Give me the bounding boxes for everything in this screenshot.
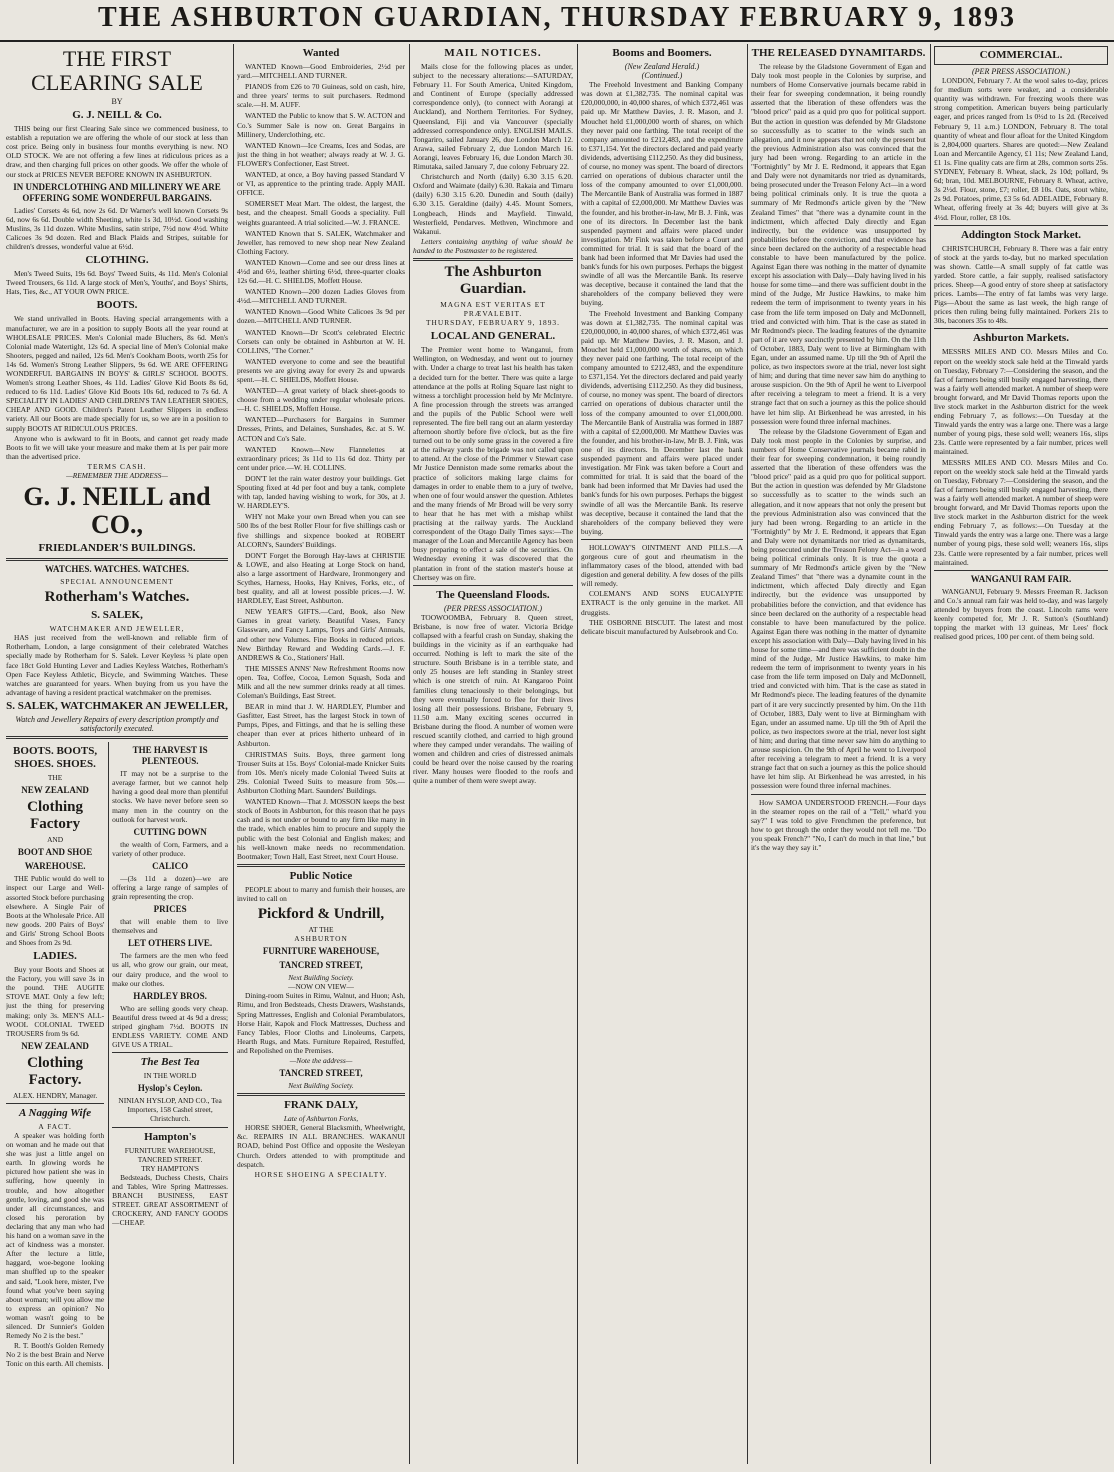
mail-table: Christchurch and North (daily) 6.30 3.15 6.20. Oxford and Waimate (daily) 6.30. Rakaia and Timaru (daily) 6.30 3.15 6.20. Dunedin and South (daily) 6.30 3.15. Geraldine (daily) 4.45. Mount Somers, Longbeach, Hinds and Mayfield. Tinwald, Westerfield, Pendarves. Methven, Winchmore and Wakanui.: [413, 172, 573, 236]
special-announcement: SPECIAL ANNOUNCEMENT: [60, 577, 174, 587]
wanganui-body: WANGANUI, February 9. Messrs Freeman R. Jackson and Co.'s annual ram fair was held to-day, and was largely attended by buyers from the coast. Lincoln rams were keenly competed for, Mr J. R. Sutton's (Southland) topping the market with 13 guineas, Mr Lees' flock realised good prices, 100 per cent. of them being sold.: [934, 586, 1108, 642]
divider: [581, 539, 743, 540]
tancred-street-2: TANCRED STREET,: [279, 1068, 363, 1079]
column-rule: [747, 44, 748, 1464]
at-the: AT THE: [308, 924, 334, 934]
local-general-heading: LOCAL AND GENERAL.: [430, 330, 556, 343]
manager: ALEX. HENDRY, Manager.: [12, 1090, 98, 1100]
divider: [934, 225, 1108, 226]
dynamitards-body: The release by the Gladstone Government of Egan and Daly took most people in the Colonies by surprise, and numbers of Home Conservative journals became rabid in their fear for sweeping condemnation, it being roundly asserted that the liberation of these offenders was the "blood price" paid as a quid pro quo for political support. But the action in question was defended by Mr Gladstone so successfully as to scatter to the winds such an allegation, and it now appears that not only the present but the previous Administration also was convinced that the jury had been wrong. Regarding to an article in the "Fortnightly" by Mr J. E. Redmond, it appears that Egan and Daly were not dynamitards nor tried as dynamitards, being prosecuted under the Treason Felony Act—in a word being political criminals only. It is true the quota a summary of Mr Redmond's article given by the "New Zealand Times" that "there was a dynamite count in the indictment, which affected Daly directly and Egan indirectly, but the evidence was unsupported by probabilities before the conviction, and that evidence has since been declared on the authority of a respectable head constable to have been manufactured by the police. Against Egan there was nothing in the matter of dynamite except his association with Daly—Daly having lived in his house for some time—and there was sufficient doubt in the mind of the Judge, Mr Justice Hawkins, to make him redeem the term of imprisonment to twenty years in his case from the life term imposed on Daly and McDonnell, tried and convicted with him. That is the case as stated in Mr Redmond's piece. The leading features of the dynamite part of it are very succinctly presented by him. On the 11th of October, 1883, Daly went to live at Birmingham with Egan, under an assumed name. Up till the 9th of April the police, as two inspectors swore at the trial, never lost sight of him; and during that time never saw him do anything to arouse suspicion. On the 9th of April he went to Liverpool after receiving a telegram to meet a friend. It is a very strange fact that on such a journey as this the police should have let him slip. At Birkenhead he was arrested, in his possession were found three infernal machines.: [751, 62, 926, 426]
mail-notices-heading: MAIL NOTICES.: [444, 47, 542, 59]
a-fact: A FACT.: [38, 1121, 72, 1131]
booms-body-2: The Freehold Investment and Banking Company was down at £1,382,735. The nominal capital was £20,000,000, in 40,000 shares, of which £372,461 was paid up. Mr Matthew Davies, J. R. Mason, and J. Mouchet held £1,000,000 worth of shares, on which they never paid one farthing. The total receipt of the company amounted to £212,483, and the expenditure to £371,154. Yet the directors declared and paid yearly dividends, advertising £112,250. As they did business, of course, no money was spent. The board of directors carried on operations of dubious character until the loss of the company amounted to over £1,000,000. The Mercantile Bank of Australia was formed in 1887 with a capital of £2,000,000. Mr Matthew Davies was the founder, and his brother-in-law, Mr B. J. Fink, was one of its directors. In December last the bank suspended payment and affairs were placed under investigation. Mr Fink was taken before a Court and committed for trial. It is said that the board of the bank had been informed that Mr Davies had used the bank's funds for his own purposes. Perhaps the biggest swindle of all was the Mercantile Bank. Its reserve was deceptive, because it contained the land that the shareholders of the company believed they were buying.: [581, 308, 743, 536]
nagging-body: A speaker was holding forth on woman and he made out that she was just a little angel on earth. In glowing words he pictured how patient she was in suffering, how queenly in trouble, and how altogether gentle, loving, and good she was under all circumstances, and closed his peroration by declaring that any man who had his hand on a woman save in the act of kindness was a monster. After the lecture a little, haggard, woe-begone looking man shuffled up to the speaker and said, "Look here, mister, I've found what you've been saying about woman; will you allow me to express an opinion? No woman wasn't going to be silenced. Dr Sunnier's Golden Remedy No 2 is the best.": [6, 1131, 105, 1341]
frank-daly-sub: Late of Ashburton Forks,: [283, 1114, 359, 1124]
clothing-factory: Clothing Factory: [27, 799, 84, 833]
wanted-ad: WANTED everyone to come and see the beautiful presents we are giving away for every 2s and upwards spent.—H. C. SHIELDS, Moffett House.: [237, 356, 405, 384]
booms-source: (New Zealand Herald.): [624, 62, 700, 71]
ladies-heading: LADIES.: [33, 950, 77, 963]
column-3: [413, 44, 573, 1464]
boots-items: We stand unrivalled in Boots. Having special arrangements with a manufacturer, we are in a position to supply Boots all the year round at WHOLESALE PRICES. Men's Colonial made Bluchers, 8s 6d. Men's Colonial made Watertight, 12s 6d. A special line of Men's Colonial make Shooters, pegged and nailed, 12s 6d. Men's Cookham Boots, worth 25s for 14s 6d. Women's Strong Leather Slippers, 9s 6d. WE ARE OFFERING WONDERFUL BARGAINS IN BOYS' & GIRLS' SCHOOL BOOTS. Women's strong Leather Shoes, 4s 11d. Ladies' Glove Kid Boots 8s 6d, reduced to 6s 11d. Ladies' Glove Kid Boots 10s 6d, reduced to 7s 6d. A SPECIALITY IN LADIES' AND CHILDREN'S TAN LEATHER SHOES, CHEAP AND GOOD. Children's Patent Leather Slippers in endless variety. All our Boots are made specially for us, so we are in a position to supply BOOTS AT RIDICULOUS PRICES.: [6, 314, 228, 433]
public-notice-body: PEOPLE about to marry and furnish their houses, are invited to call on: [237, 884, 405, 903]
ladies-body: Buy your Boots and Shoes at the Factory, you will save 3s in the pound. THE AUGITE STOVE MAT. Only a few left; just the thing for preserving making; only 3s. MEN'S ALL-WOOL COLONIAL TWEED TROUSERS from 9s 6d.: [6, 965, 105, 1038]
divider: [934, 328, 1108, 329]
wanted-ad: WHY not Make your own Bread when you can see 500 lbs of the best Roller Flour for five shillings cash or five shillings and sixpence booked at ROBERT ALCORN's, Saunders' Buildings.: [237, 512, 405, 549]
furniture-warehouse: FURNITURE WAREHOUSE,: [262, 946, 380, 957]
divider: [6, 1103, 104, 1104]
column-6: [934, 44, 1108, 1464]
divider: [413, 585, 573, 586]
queensland-sub: (PER PRESS ASSOCIATION.): [444, 603, 542, 613]
booms-heading: Booms and Boomers.: [612, 47, 712, 59]
masthead: [0, 0, 1114, 42]
clearing-sale-firm: G. J. NEILL & Co.: [72, 109, 162, 122]
salek-footer-note: Watch and Jewellery Repairs of every description promptly and satisfactorily executed.: [15, 714, 219, 734]
ashburton: ASHBURTON: [294, 934, 348, 944]
tancred-street: TANCRED STREET,: [279, 960, 363, 971]
holloway-ad: HOLLOWAY'S OINTMENT AND PILLS.—A gorgeous cure of gout and rheumatism in the inflammatory cases of the blood, attended with bad digestion and general debility. A few doses of the pills will remedy.: [581, 542, 743, 589]
column-rule: [930, 44, 931, 1464]
queensland-heading: The Queensland Floods.: [436, 588, 550, 601]
nagging-footer: R. T. Booth's Golden Remedy No 2 is the best Brain and Nerve Tonic on this earth. All chemists.: [6, 1341, 105, 1369]
divider: [6, 736, 228, 739]
boot-shoe: BOOT AND SHOE: [17, 847, 93, 858]
nz-body: THE Public would do well to inspect our Large and Well-assorted Stock before purchasing elsewhere. A Single Pair of Boots at the Wholesale Price. All new goods. 200 Pairs of Boys' and Girls' Strong School Boots and Shoes from 2s 9d.: [6, 874, 105, 947]
local-general-body: The Premier went home to Wanganui, from Wellington, on Wednesday, and went out to journey with. Under a charge to treat last his health has taken a decided turn for the better. There was quite a large attendance at the polls at Roling Square last night to witness a torchlight procession held by Mr McIntyre. A fine procession through the streets was arranged and the pupils of the Public School were well represented. The fire bell rang out an alarm yesterday afternoon shortly before five o'clock, but as the fire turned out to be only some grass in the covered a fire at the railway yards the brigade was not called upon to attend. At the close of the Primmer v Stewart case Mr Justice Denniston made some remarks about the practice of solicitors making large claims for damages in order to enable them to a jury of twelve, when one of four would answer the question. Athletes and the many friends of Mr Broad will be very sorry to hear that he has met with a mishap whilst practising at the railway yards. The Auckland correspondent of the Otago Daily Times says:—The manager of the Loan and Mercantile Agency has been busy preparing to effect a sale of the securities. On Wednesday evening it was discovered that the plantation in front of the station master's house at Chertsey was on fire.: [413, 345, 573, 582]
wanted-ad: THE MISSES ANNS' New Refreshment Rooms now open. Tea, Coffee, Cocoa, Lemon Squash, Soda and Milk and all the new summer drinks ready at all times. Coleman's Buildings, East Street.: [237, 663, 405, 701]
commercial-sub: (PER PRESS ASSOCIATION.): [972, 67, 1070, 76]
column-rule: [409, 44, 410, 1464]
frank-daly-footer: HORSE SHOEING A SPECIALTY.: [254, 1169, 388, 1179]
dynamitards-body-2: The release by the Gladstone Government of Egan and Daly took most people in the Colonies by surprise, and numbers of Home Conservative journals became rabid in their fear for sweeping condemnation, it being roundly asserted that the liberation of these offenders was the "blood price" paid as a quid pro quo for political support. But the action in question was defended by Mr Gladstone so successfully as to scatter to the winds such an allegation, and it now appears that not only the present but the previous Administration also was convinced that the jury had been wrong. Regarding to an article in the "Fortnightly" by Mr J. E. Redmond, it appears that Egan and Daly were not dynamitards nor tried as dynamitards, being prosecuted under the Treason Felony Act—in a word being political criminals only. It is true the quota a summary of Mr Redmond's article given by the "New Zealand Times" that "there was a dynamite count in the indictment, which affected Daly directly and Egan indirectly, but the evidence was unsupported by probabilities before the conviction, and that evidence has since been declared on the authority of a respectable head constable to have been manufactured by the police. Against Egan there was nothing in the matter of dynamite except his association with Daly—Daly having lived in his house for some time—and there was sufficient doubt in the mind of the Judge, Mr Justice Hawkins, to make him redeem the term of imprisonment to twenty years in his case from the life term imposed on Daly and McDonnell, tried and convicted with him. That is the case as stated in Mr Redmond's piece. The leading features of the dynamite part of it are very succinctly presented by him. On the 11th of October, 1883, Daly went to live at Birmingham with Egan, under an assumed name. Up till the 9th of April the police, as two inspectors swore at the trial, never lost sight of him; and during that time never saw him do anything to arouse suspicion. On the 9th of April he went to Liverpool after receiving a telegram to meet a friend. It is a very strange fact that on such a journey as this the police should have let him slip. At Birkenhead he was arrested, in his possession were found three infernal machines.: [751, 426, 926, 791]
wanted-ad: NEW YEAR'S GIFTS.—Card, Book, also New Games in great variety. Beautiful Vases, Fancy Glassware, and Fancy Lamps, Toys and Girls' Annuals, and other new Volumes. Fine Books in reduced prices. New Birthday Reward and Wedding Cards.—J. F. ANDREWS & Co., Stationers' Hall.: [237, 607, 405, 662]
next-building: Next Building Society.: [288, 973, 354, 983]
the-label: THE: [47, 773, 63, 783]
warehouse: WAREHOUSE.: [24, 861, 86, 872]
wanted-ad: WANTED Known—That J. MOSSON keeps the best stock of Boots in Ashburton, for this reason that he pays cash and is not under or bound to any firm like many in the trade, which enables him to procure and supply the public with the best Colonial and English makes; and his well-known make needs no recommendation. Bootmaker; Town Hall, East Street, next Court House.: [237, 797, 405, 861]
wanted-ad: CHRISTMAS Suits. Boys, three garment long Trouser Suits at 15s. Boys' Colonial-made Knicker Suits from 10s. Men's nicely made Colonial Tweed Suits at 29s. Colonial Tweed Suits to measure from 50s.—Ashburton Clothing Mart. Saunders' Buildings.: [237, 749, 405, 796]
wanted-ad: WANTED Known—200 dozen Ladies Gloves from 4½d.—MITCHELL AND TURNER.: [237, 287, 405, 306]
wanted-ad: WANTED Known—Come and see our dress lines at 4½d and 6½, leather shirting 6½d, three-quarter cloaks 12s 6d.—H. C. SHIELDS, Moffett House.: [237, 257, 405, 286]
note-address: —Note the address—: [289, 1056, 353, 1065]
clothing-items: Men's Tweed Suits, 19s 6d. Boys' Tweed Suits, 4s 11d. Men's Colonial Tweed Trousers, 6s 11d. A large stock of Men's, Youths', and Boys' Shirts, Hats, Ties, &c., AT YOUR OWN PRICE.: [6, 269, 228, 297]
masthead-title: THE ASHBURTON GUARDIAN, THURSDAY FEBRUARY 9, 1893: [97, 2, 1016, 33]
column-4: [581, 44, 743, 1464]
clothing-factory-2: Clothing Factory.: [27, 1054, 84, 1088]
column-1: [6, 44, 228, 1464]
drapery-items: Ladies' Corsets 4s 6d, now 2s 6d. Dr Warner's well known Corsets 9s 6d, now 6s 6d. Double width Sheeting, white 1s 3d, 10½d. Good washing Muslins, 3s 11d dozen. White Muslins, satin stripe, 7½d now 4½d. White Calicoes 3s 9d dozen. Red and Black Plaids and Stripes, suitable for children's dresses, wonderful value at 6½d.: [6, 205, 228, 252]
wanted-ad: WANTED Known—Dr Scott's celebrated Electric Corsets can only be obtained in Ashburton at W. H. COLLINS, "The Corner.": [237, 327, 405, 355]
salek-trade: WATCHMAKER AND JEWELLER,: [49, 624, 185, 634]
divider: [6, 558, 228, 561]
ashburton-markets-heading: Ashburton Markets.: [973, 332, 1069, 345]
now-on-view: —NOW ON VIEW—: [288, 982, 354, 992]
guardian-motto: MAGNA EST VERITAS ET PRÆVALEBIT.: [440, 299, 546, 319]
frank-daly: FRANK DALY,: [284, 1099, 358, 1112]
wanted-ad: WANTED Known—Good White Calicoes 3s 9d per dozen.—MITCHELL AND TURNER.: [237, 307, 405, 326]
wanted-heading: Wanted: [302, 47, 340, 59]
column-rule: [577, 44, 578, 1464]
mail-note: Letters containing anything of value should be handed to the Postmaster to be registered.: [413, 236, 573, 255]
salek-footer: S. SALEK, WATCHMAKER AN JEWELLER,: [6, 699, 228, 712]
divider: [934, 570, 1108, 571]
wanted-ads-list: [237, 62, 405, 861]
wanted-ad: DON'T Forget the Borough Hay-laws at CHRISTIE & LOWE, and also Heating at Lorge Stock on hand, also a large assortment of Hardware, Ironmongery and Scythes, Harness, Hooks, Hay Knives, Forks, etc., of best quality, and all at lowest possible prices.—J. W. HARDLEY, East Street, Ashburton.: [237, 550, 405, 606]
frank-daly-body: HORSE SHOER, General Blacksmith, Wheelwright, &c. REPAIRS IN ALL BRANCHES. WAKANUI ROAD, behind Post Office and opposite the Wesleyan Church. Orders attended to with promptitude and despatch.: [237, 1123, 405, 1169]
nz-label: NEW ZEALAND: [21, 785, 89, 796]
divider: [237, 1093, 405, 1096]
clearing-sale-by: BY: [111, 97, 123, 106]
addington-body: CHRISTCHURCH, February 8. There was a fair entry of stock at the yards to-day, but no marked speculation was shown. Cattle—A small supply of fat cattle was yarded. Store cattle, a fair supply, realised satisfactory prices. Sheep—A good entry of store sheep at satisfactory prices. Lambs—The entry of fat lambs was very large. Pigs—About the same as last week, the high range of prices then ruling being fully maintained. Porkers 21s to 30s, baconers 35s to 48s.: [934, 243, 1108, 326]
pickford-undrill: Pickford & Undrill,: [257, 905, 385, 922]
drapery-heading: IN UNDERCLOTHING AND MILLINERY WE ARE OFFERING SOME WONDERFUL BARGAINS.: [13, 181, 221, 203]
divider: [413, 258, 573, 261]
wanted-ad: WANTED Known—New Flannelettes at extraordinary prices; 3s 11d to 11s 6d doz. Thirty per cent under price.—W. H. COLLINS.: [237, 444, 405, 472]
osborne-ad: THE OSBORNE BISCUIT. The latest and most delicate biscuit manufactured by Aulsebrook and Co.: [581, 617, 743, 636]
ashburton-markets-body-2: MESSRS MILES AND CO. Messrs Miles and Co. report on the weekly stock sale held at the Tinwald yards on Tuesday, February 7:—Considering the season, and the fact of farmers being still busily engaged harvesting, there was a fairly well attended market. A number of sheep were brought forward, and Mr David Thomas reports upon the live stock market in the Ashburton district for the week ending February 7, as follows:—On Tuesday at the Tinwald yards the entry was a large one. There was a large number of young pigs, these sold well; weaners 16s, slips 23s. Cattle were represented by a fair number, prices well maintained.: [934, 457, 1108, 567]
remember-address: —REMEMBER THE ADDRESS—: [66, 471, 168, 480]
colemans-ad: COLEMAN'S AND SONS EUCALYPTE EXTRACT is the only genuine in the market. All druggists.: [581, 589, 743, 617]
and-label: AND: [47, 835, 64, 845]
wanted-ad: DON'T let the rain water destroy your buildings. Get Spouting fixed at 4d per foot and buy a tank, complete with tap, landed having wishing to work, for 30s, at J. W. HARDLEY'S.: [237, 473, 405, 511]
wanted-ad: WANTED Known that S. SALEK, Watchmaker and Jeweller, has removed to new shop near New Zealand Clothing Factory.: [237, 228, 405, 256]
rotherham-watches: Rotherham's Watches.: [44, 589, 190, 606]
column-2: [237, 44, 405, 1464]
wanganui-heading: WANGANUI RAM FAIR.: [970, 573, 1072, 584]
addington-heading: Addington Stock Market.: [960, 228, 1082, 241]
wanted-ad: WANTED Known—Good Embroideries, 2½d per yard.—MITCHELL AND TURNER.: [237, 62, 405, 81]
hardley-ad: THE HARVEST IS PLENTEOUS. IT may not be a surprise to the average farmer, but we cannot help having a good deal more than plentiful stocks. We have never before seen so many men in the country on the outlook for harvest work. CUTTING DOWN the wealth of Corn, Farmers, and a variety of other produce. CALICO —(3s 11d a dozen)—we are offering a large range of samples of grain representing the crop. PRICES that will enable them to live themselves and LET OTHERS LIVE. The farmers are the men who feed us all, who grow our grain, our meat, our dairy produce, and the wool to make our clothes. HARDLEY BROS. Who are selling goods very cheap. Beautiful dress tweed at 4s 9d a dress; striped gingham 7½d. BOOTS IN ENDLESS VARIETY. COME AND GIVE US A TRIAL. The Best Tea IN THE WORLD Hyslop's Ceylon. NINIAN HYSLOP, AND CO., Tea Importers, 158 Cashel street, Christchurch. Hampton's FURNITURE WAREHOUSE, TANCRED STREET. TRY HAMPTON'S Bedsteads, Duchess Chests, Chairs and Tables, Wire Spring Mattresses. BRANCH BUSINESS, EAST STREET. GREAT ASSORTMENT of CROCKERY, AND FANCY GOODS—CHEAP.: [108, 742, 228, 1369]
clearing-sale-closing: Anyone who is awkward to fit in Boots, and cannot get ready made Boots to fit we will take your measure and make them at 1s per pair more than the advertised price.: [6, 433, 228, 461]
dynamitards-heading: THE RELEASED DYNAMITARDS.: [751, 47, 926, 59]
clearing-sale-intro: THIS being our first Clearing Sale since we commenced business, to establish a reputation we are offering the whole of our stock at less than cost price. Being only in business four months everything is new. NO OLD STOCK. We are not offering a few lines at ridiculous prices as a draw, and then charging full prices on other goods. We offer the whole of our stock at PRICES NEVER BEFORE KNOWN IN ASHBURTON.: [6, 124, 228, 179]
nagging-wife: A Nagging Wife: [19, 1106, 92, 1119]
nz-label-2: NEW ZEALAND: [21, 1040, 89, 1051]
pickford-body: Dining-room Suites in Rimu, Walnut, and Huon; Ash, Rimu, and Iron Bedsteads, Chests Drawers, Washstands, Spring Mattresses, English and Colonial Perambulators, Horse Hair, Kapok and Flock Mattresses, Duchess and Fancy Tables, Floor Cloths and Linoleums, Carpets, Hearth Rugs, and Mats. Furniture Repaired, Restuffed, and Repolished on the Premises.: [237, 991, 405, 1055]
public-notice-heading: Public Notice: [289, 869, 353, 882]
wanted-ad: WANTED Known—Ice Creams, Ices and Sodas, are just the thing in hot weather; always ready at W. J. G. FLOWER's Confectioner, East Street.: [237, 140, 405, 168]
ashburton-markets-body: MESSRS MILES AND CO. Messrs Miles and Co. report on the weekly stock sale held at the Tinwald yards on Tuesday, February 7:—Considering the season, and the fact of farmers being still busily engaged harvesting, there was a fairly well attended market. A number of sheep were brought forward, and Mr David Thomas reports upon the live stock market in the Ashburton district for the week ending February 7, as follows:—On Tuesday at the Tinwald yards the entry was a large one. There was a large number of young pigs, these sold well; weaners 16s, slips 23s. Cattle were represented by a fair number, prices well maintained.: [934, 347, 1108, 457]
mail-notices-body: Mails close for the following places as under, subject to the necessary alterations:—SATURDAY, February 11. For South America, United Kingdom, and Continent of Europe (specially addressed correspondence only), (to connect with Aorangi at Auckland), and Northern Territories. For Sydney, Queensland, Fiji and via Vancouver (specially addressed correspondence only). ENGLISH MAILS. Tongariro, sailed January 26, due London March 12. Arawa, sailed February 2, due London March 16. Aorangi, leaves February 16, due London March 30. Rimutaka, sailed January 7, due colony February 22.: [413, 62, 573, 172]
divider: [751, 794, 926, 795]
address-firm: G. J. NEILL and CO.,: [23, 482, 211, 540]
guardian-date: THURSDAY, FEBRUARY 9, 1893.: [426, 318, 560, 328]
salek-name: S. SALEK,: [91, 609, 143, 622]
commercial-heading: COMMERCIAL.: [934, 46, 1108, 65]
watches-row: WATCHES. WATCHES. WATCHES.: [45, 564, 189, 575]
samoa-paragraph: How SAMOA UNDERSTOOD FRENCH.—Four days in the steamer ropes on the rail of a "Tell," what'd you say?" I was told to give Frenchmen the preference, but how to get through the order they would not tell me. "Do you speak French?" "No, I can't do much in that line," but it's the way they say it.": [751, 797, 926, 852]
address-building: FRIEDLANDER'S BUILDINGS.: [38, 542, 196, 555]
wanted-ad: WANTED—A great variety of black sheet-goods to choose from a wedding under regular wholesale prices.—H. C. SHIELDS, Moffett House.: [237, 386, 405, 414]
divider: [237, 864, 405, 867]
guardian-title: The Ashburton Guardian.: [444, 263, 542, 297]
wanted-ad: WANTED the Public to know that S. W. ACTON and Co.'s Summer Sale is now on. Great Bargains in Millinery, Underclothing, etc.: [237, 111, 405, 139]
wanted-ad: WANTED, at once, a Boy having passed Standard V or VI, as apprentice to the printing trade. Apply MAIL OFFICE.: [237, 170, 405, 198]
column-5: [751, 44, 926, 1464]
terms-cash: TERMS CASH.: [87, 461, 147, 471]
commercial-body: LONDON, February 7. At the wool sales to-day, prices for medium sorts were weaker, and a considerable quantity was withdrawn. For freezing wools there was strong competition. American buyers being particularly eager, and prices ranged from 1s 0½d to 1s 2d. (Received February 9, 11 a.m.) LONDON, February 8. The total quantity of wheat and flour afloat for the United Kingdom is 2,804,000 quarters. Shares are quoted:—New Zealand Loan and Mercantile Agency, £1 11s; New Zealand Land, £1 1s. Fine quality cats are firm at 28s, common sorts 25s. SYDNEY, February 8. Wheat, slack, 2s 10d; pollard, 9s 6d; bran, 10d. MELBOURNE, February 8. Wheat, active, 3s 2½d. Flour, stone, £7; roller, £8 10s. Oats, stout white, 2s 9d. Potatoes, prime, £3 5s 6d. ADELAIDE, February 8. Wheat, offering freely at 3s 4d; buyers will give at 3s 4½d. Flour, roller, £8 10s.: [934, 76, 1108, 222]
wanted-ad: WANTED—Purchasers for Bargains in Summer Dresses, Prints, and Delaines, Sunshades, &c. at S. W. ACTON and Co's Sale.: [237, 415, 405, 443]
boots-shoes: BOOTS. BOOTS, SHOES. SHOES.: [13, 745, 98, 771]
booms-body: The Freehold Investment and Banking Company was down at £1,382,735. The nominal capital was £20,000,000, in 40,000 shares, of which £372,461 was paid up. Mr Matthew Davies, J. R. Mason, and J. Mouchet held £1,000,000 worth of shares, on which they never paid one farthing. The total receipt of the company amounted to £212,483, and the expenditure to £371,154. Yet the directors declared and paid yearly dividends, advertising £112,250. As they did business, of course, no money was spent. The board of directors carried on operations of dubious character until the loss of the company amounted to over £1,000,000. The Mercantile Bank of Australia was formed in 1887 with a capital of £2,000,000. Mr Matthew Davies was the founder, and his brother-in-law, Mr B. J. Fink, was one of its directors. In December last the bank suspended payment and affairs were placed under investigation. Mr Fink was taken before a Court and committed for trial. It is said that the board of the bank had been informed that Mr Davies had used the bank's funds for his own purposes. Perhaps the biggest swindle of all was the Mercantile Bank. Its reserve was deceptive, because it contained the land that the shareholders of the company believed they were buying.: [581, 80, 743, 308]
column-rule: [233, 44, 234, 1464]
wanted-ad: PIANOS from £26 to 70 Guineas, sold on cash, hire, and three years' terms to suit purchasers. Redmond scale.—H. M. AUFF.: [237, 82, 405, 110]
clearing-sale-title: THE FIRST CLEARING SALE: [31, 46, 203, 95]
booms-continued: (Continued.): [641, 71, 683, 81]
boots-heading: BOOTS.: [96, 299, 138, 312]
wanted-ad: SOMERSET Meat Mart. The oldest, the largest, the best, and the cheapest. Small Goods a speciality. Full weights guaranteed. A trial solicited.—W. J. FRANCE.: [237, 199, 405, 227]
queensland-body: TOOWOOMBA, February 8. Queen street, Brisbane, is now free of water. Victoria Bridge collapsed with a fearful crash on Sunday, shaking the buildings in the vicinity as if an earthquake had occurred. Nothing is left to mark the site of the structure. South Brisbane is in a terrible state, and only 25 houses are left standing in Stanley street which is one stretch of ruin. At Kangaroo Point families clung tenaciously to their belongings, but they were eventually forced to flee for their lives losing all their possessions. Brisbane, February 9, 11.50 a.m. Many exciting scenes occurred in Brisbane during the flood. A number of women were rescued scantily clothed, and carried to high ground where they camped under verandahs. The wailing of women and children and cries of distressed animals could be heard over the noise caused by the roaring river. Many houses were flooded to the roofs and quite a number of them were swept away.: [413, 612, 573, 786]
next-building-2: Next Building Society.: [288, 1081, 354, 1091]
wanted-ad: BEAR in mind that J. W. HARDLEY, Plumber and Gasfitter, East Street, has the largest Stock in town of Pumps, Pipes, and Fittings, and that he is selling these cheaper than ever at prices hitherto unheard of in Ashburton.: [237, 702, 405, 748]
clothing-heading: CLOTHING.: [85, 254, 149, 267]
salek-body: HAS just received from the well-known and reliable firm of Rotherham, London, a large consignment of their celebrated Watches specially made by Rotherham for S. Salek. Lever Keyless ¾ plate open face 18ct Gold Hunting Lever and Ladies Keyless Watches, Rotherham's Open Face Keyless Athletic, Bicycle, and Swimming Watches. These watches are guaranteed for years. When buying from us you have the advantage of having a resident practical watchmaker on the premises.: [6, 633, 228, 697]
